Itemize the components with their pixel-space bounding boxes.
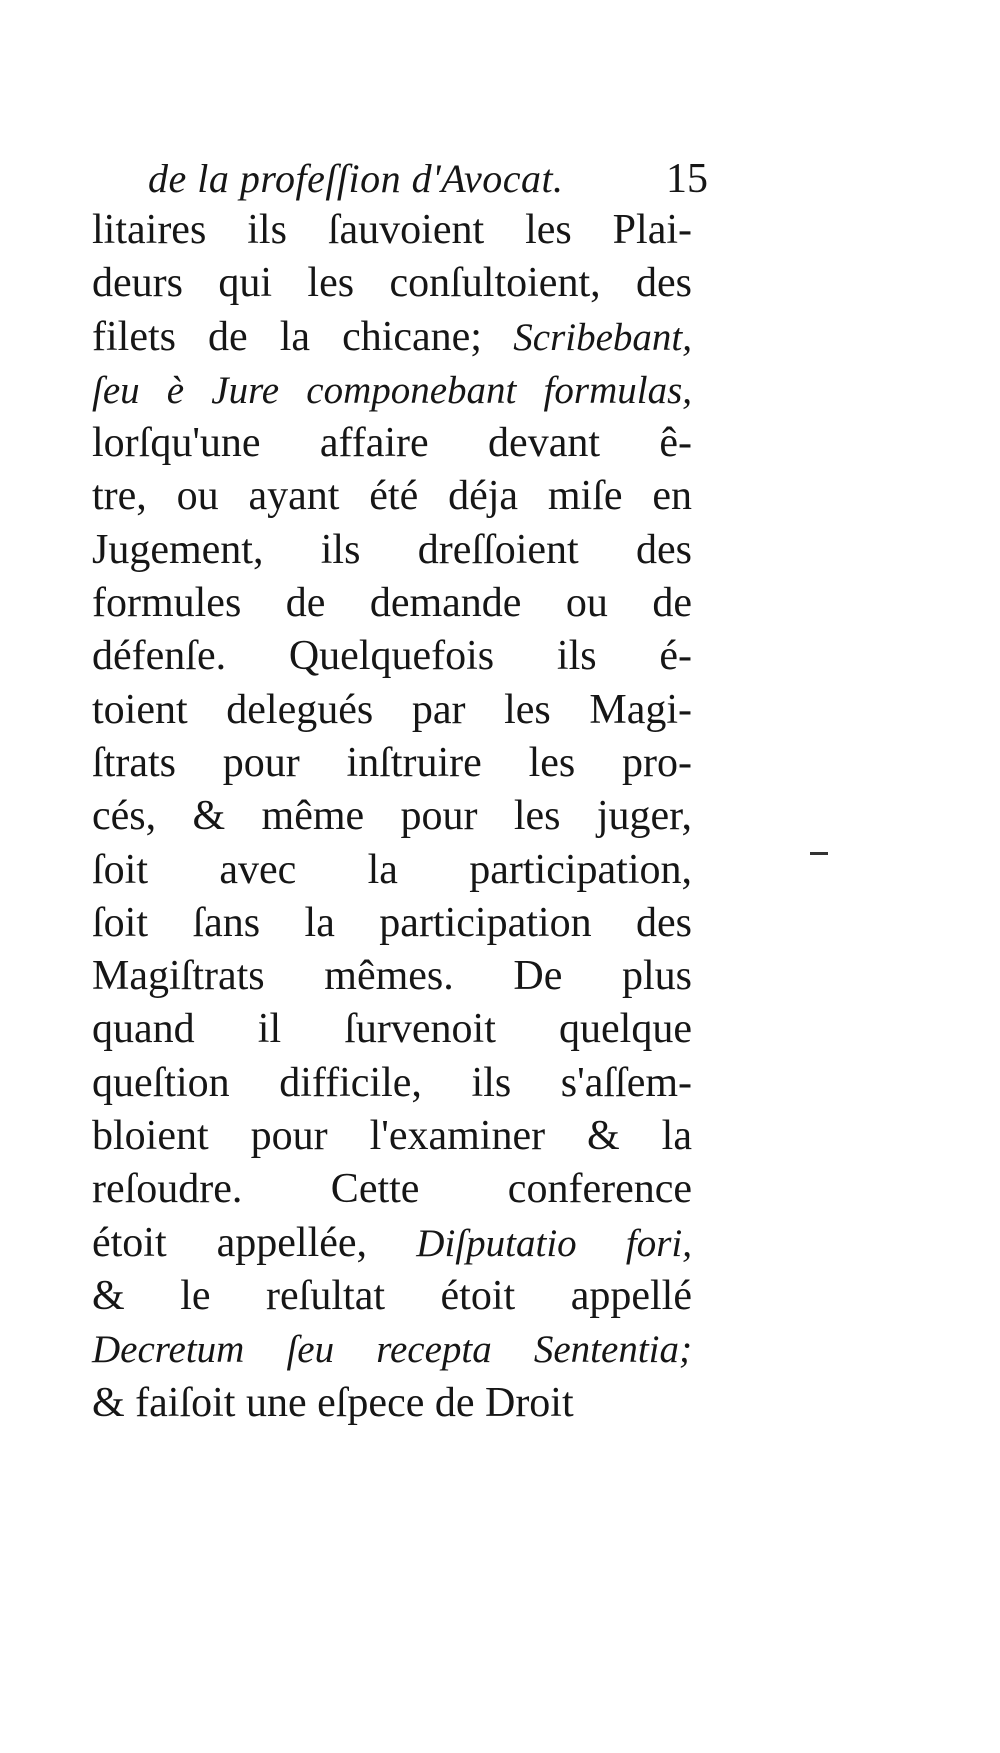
text-line <box>92 1377 692 1430</box>
text-line <box>92 1270 692 1323</box>
text-line <box>92 1057 692 1110</box>
text-line-content: étoit appellée, <box>92 1219 368 1266</box>
running-title: de la profeſſion d'Avocat. <box>148 156 564 201</box>
margin-mark <box>810 852 828 855</box>
text-line-content: ſeu è Jure componebant formulas, <box>92 368 692 412</box>
text-line-content: reſoudre. Cette conference <box>92 1166 692 1213</box>
text-line <box>92 311 692 364</box>
text-line <box>92 897 692 950</box>
text-line <box>92 257 692 310</box>
text-line <box>92 577 692 630</box>
text-line-content: bloient pour l'examiner & la <box>92 1113 692 1160</box>
text-line <box>92 1163 692 1216</box>
text-line <box>92 524 692 577</box>
text-line <box>92 364 692 417</box>
page-header <box>148 150 708 208</box>
text-line-content: Jugement, ils dreſſoient des <box>92 526 692 573</box>
body-text <box>92 204 692 1430</box>
text-line <box>92 204 692 257</box>
text-line-content: toient delegués par les Magi- <box>92 686 692 733</box>
text-line <box>92 950 692 1003</box>
text-line <box>92 1110 692 1163</box>
text-line <box>92 684 692 737</box>
text-line-content: tre, ou ayant été déja miſe en <box>92 473 692 520</box>
text-line <box>92 1003 692 1056</box>
page-number: 15 <box>666 156 708 202</box>
text-line <box>92 630 692 683</box>
text-line <box>92 1217 692 1270</box>
text-line-content: litaires ils ſauvoient les Plai- <box>92 207 692 253</box>
text-line-content: ſtrats pour inſtruire les pro- <box>92 739 692 786</box>
text-line-content: queſtion difficile, ils s'aſſem- <box>92 1059 692 1106</box>
text-line <box>92 790 692 843</box>
text-line-content: Decretum ſeu recepta Sententia; <box>92 1328 692 1372</box>
text-line-content: ſoit avec la participation, <box>92 846 692 893</box>
text-line-content: cés, & même pour les juger, <box>92 793 692 840</box>
text-line <box>92 737 692 790</box>
text-line <box>92 1323 692 1376</box>
text-line-content: & faiſoit une eſpece de Droit <box>92 1379 574 1426</box>
text-line-content: quand il ſurvenoit quelque <box>92 1006 692 1053</box>
text-line <box>92 417 692 470</box>
text-line-content: Magiſtrats mêmes. De plus <box>92 953 692 1000</box>
text-line-content: & le reſultat étoit appellé <box>92 1272 692 1319</box>
text-line-content: filets de la chicane; <box>92 313 482 360</box>
text-line-content: défenſe. Quelquefois ils é- <box>92 633 692 680</box>
text-line-content: lorſqu'une affaire devant ê- <box>92 420 692 467</box>
italic-latin-phrase: Diſputatio fori, <box>367 1221 692 1265</box>
italic-latin-phrase: Scribebant, <box>481 315 692 359</box>
text-line <box>92 844 692 897</box>
text-line <box>92 470 692 523</box>
text-line-content: ſoit ſans la participation des <box>92 899 692 946</box>
text-line-content: formules de demande ou de <box>92 580 692 627</box>
text-line-content: deurs qui les conſultoient, des <box>92 260 692 307</box>
